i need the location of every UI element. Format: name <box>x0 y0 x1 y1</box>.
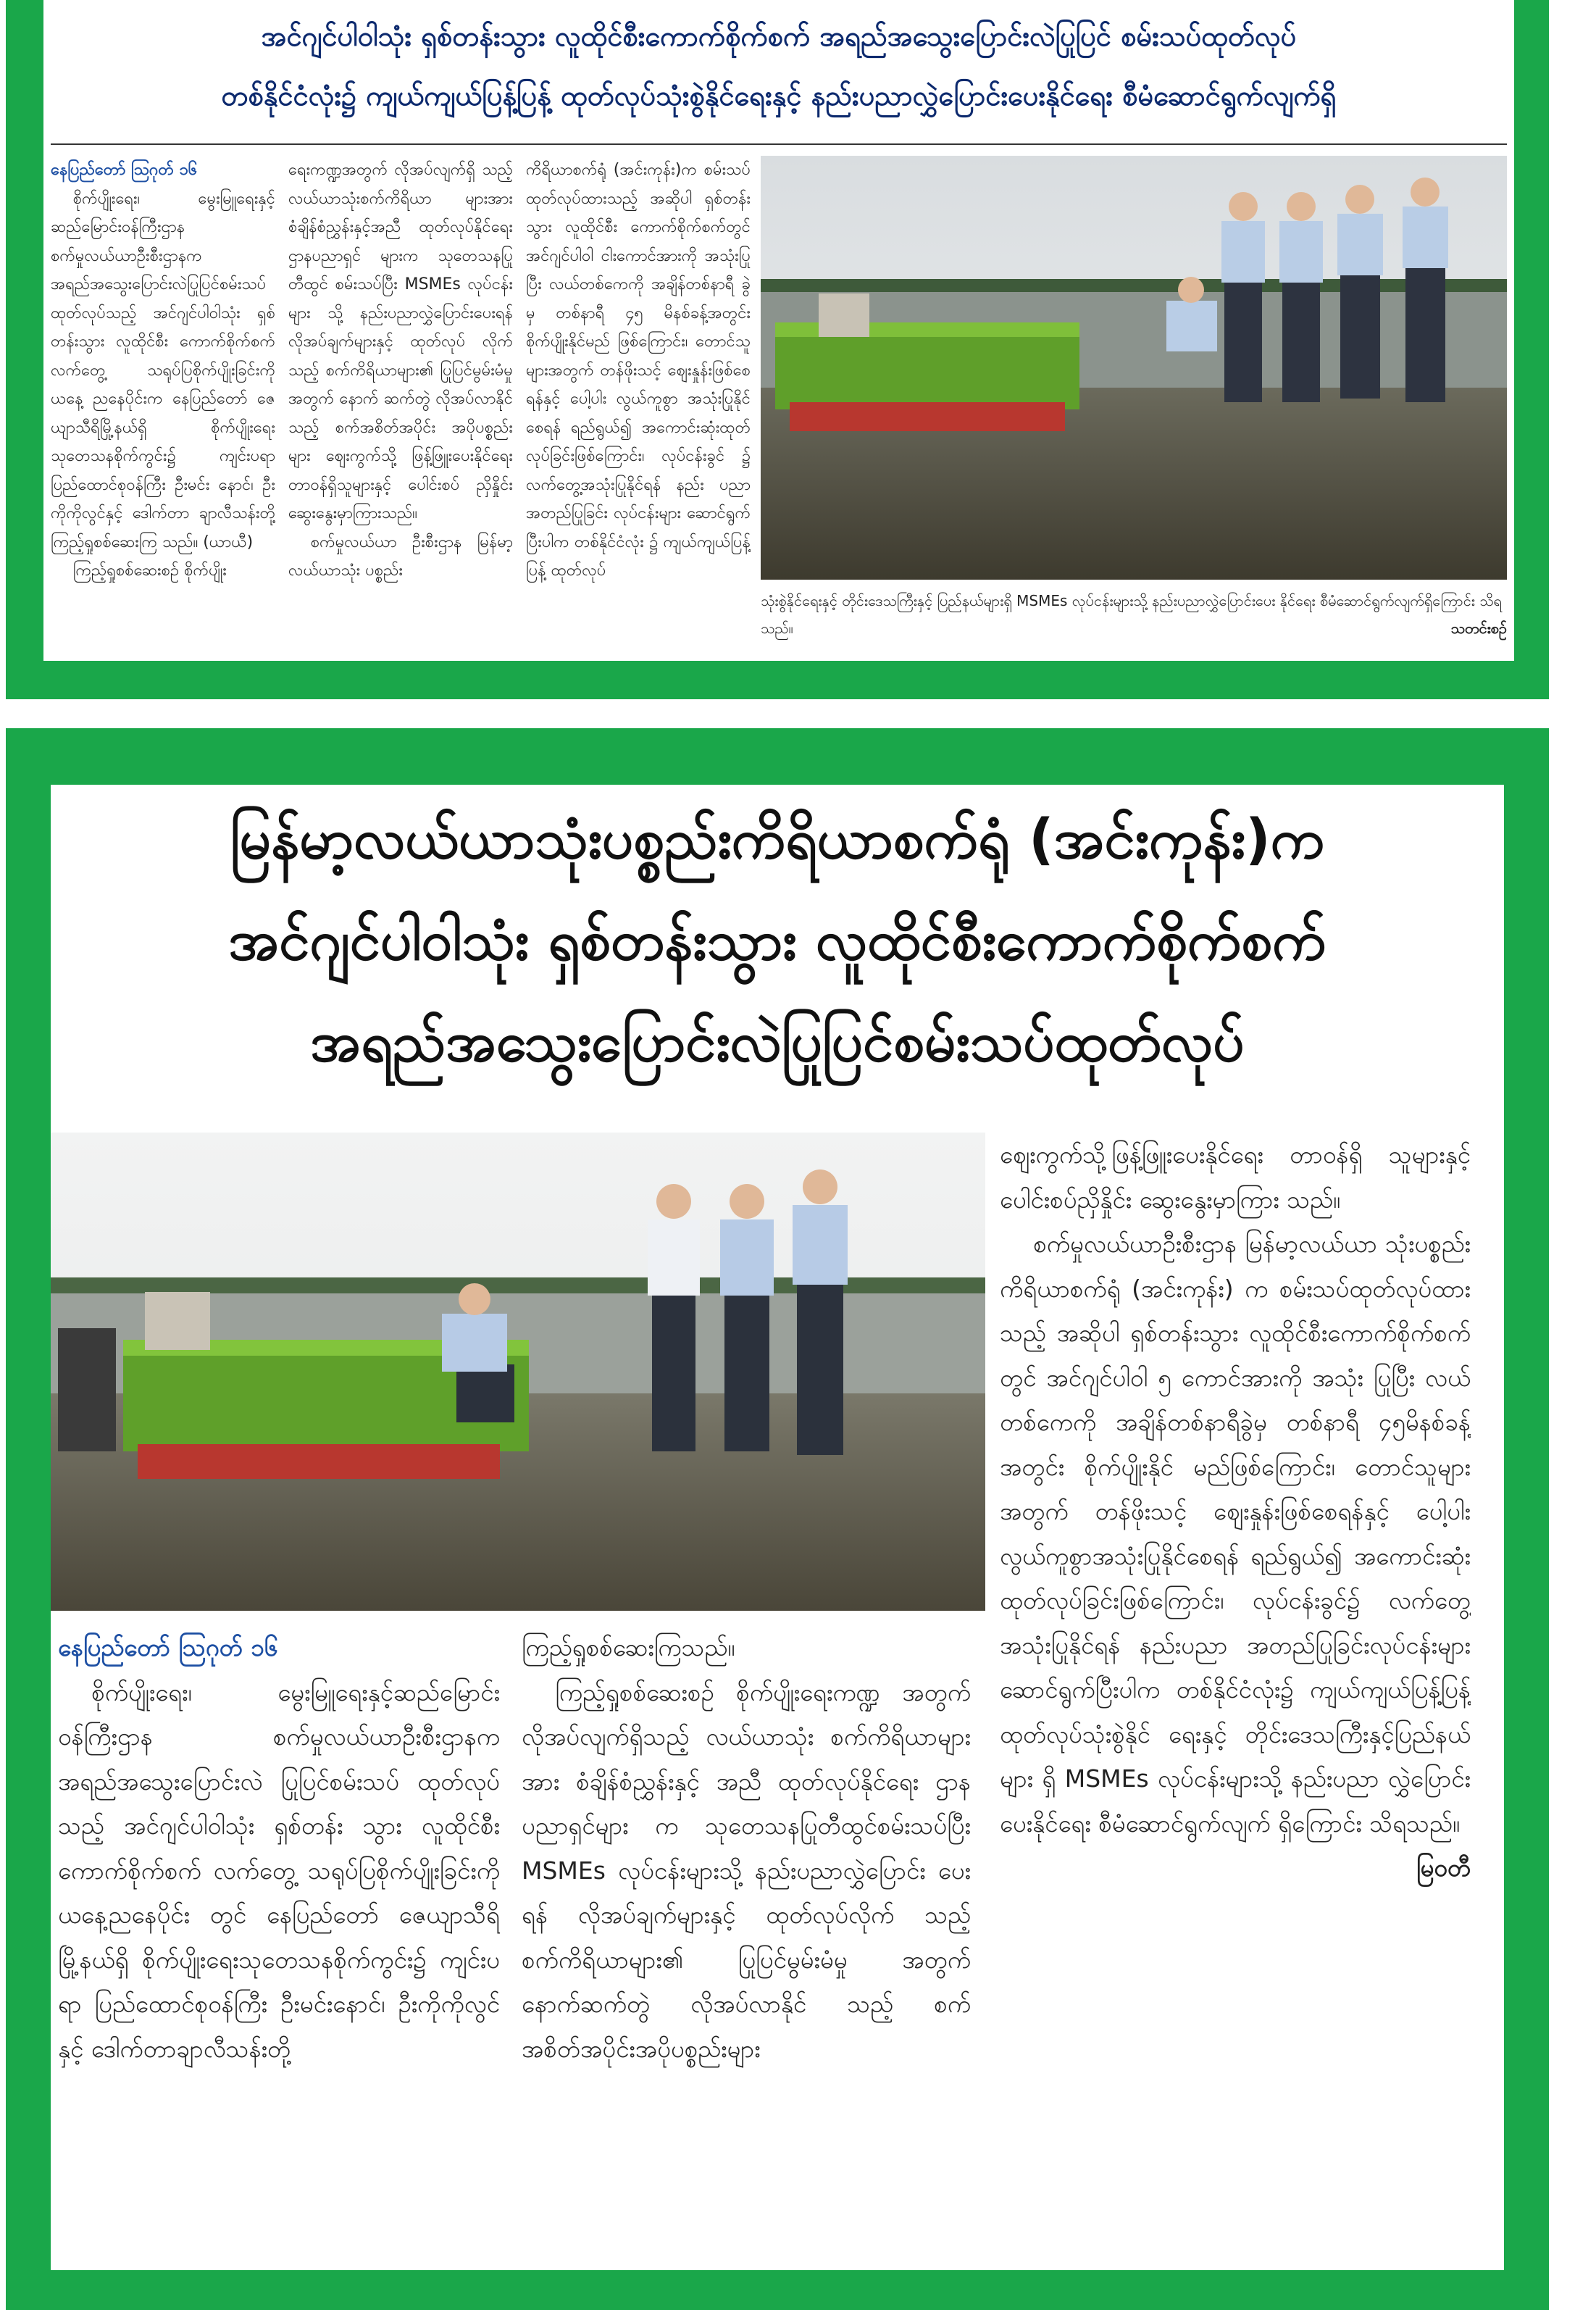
top-column-2 <box>288 156 513 656</box>
bottom-column-3 <box>1000 1133 1471 2263</box>
top-col1-text: စိုက်ပျိုးရေး၊ မွေးမြူရေးနှင့် ဆည်မြောင်းဝန်ကြီးဌာန စက်မှုလယ်ယာဦးစီးဌာနက အရည်အသွေးပြောင်းလဲပြုပြင်စမ်းသပ် ထုတ်လုပ်သည့် အင်ဂျင်ပါဝါသုံး ရှစ်တန်းသွား လူထိုင်စီး ကောက်စိုက်စက် လက်တွေ့ သရုပ်ပြစိုက်ပျိုးခြင်းကို ယနေ့ ညနေပိုင်းက နေပြည်တော် ဇေယျာသီရိမြို့နယ်ရှိ စိုက်ပျိုးရေး သုတေသနစိုက်ကွင်း၌ ကျင်းပရာ ပြည်ထောင်စုဝန်ကြီး ဦးမင်း နောင်၊ ဦးကိုကိုလွင်နှင့် ဒေါက်တာ ချာလီသန်းတို့ ကြည့်ရှုစစ်ဆေးကြ သည်။ (ယာယီ) <box>51 189 275 551</box>
bottom-col2-text: ကြည့်ရှုစစ်ဆေးစဉ် စိုက်ပျိုးရေးကဏ္ဍ အတွက် လိုအပ်လျက်ရှိသည့် လယ်ယာသုံး စက်ကိရိယာများအား စံချိန်စံညွှန်းနှင့် အညီ ထုတ်လုပ်နိုင်ရေး ဌာနပညာရှင်များ က သုတေသနပြုတီထွင်စမ်းသပ်ပြီး MSMEs လုပ်ငန်းများသို့ နည်းပညာလွှဲပြောင်း ပေးရန် လိုအပ်ချက်များနှင့် ထုတ်လုပ်လိုက် သည့် စက်ကိရိယာများ၏ ပြုပြင်မွမ်းမံမှု အတွက် နောက်ဆက်တွဲ လိုအပ်လာနိုင် သည့် စက်အစိတ်အပိုင်းအပိုပစ္စည်းများ <box>522 1677 971 2063</box>
top-col2-text: ရေးကဏ္ဍအတွက် လိုအပ်လျက်ရှိ သည့် လယ်ယာသုံးစက်ကိရိယာ များအား စံချိန်စံညွှန်းနှင့်အညီ ထုတ်လုပ်နိုင်ရေး ဌာနပညာရှင် များက သုတေသနပြု တီထွင် စမ်းသပ်ပြီး MSMEs လုပ်ငန်းများ သို့ နည်းပညာလွှဲပြောင်းပေးရန် လိုအပ်ချက်များနှင့် ထုတ်လုပ် လိုက်သည့် စက်ကိရိယာများ၏ ပြုပြင်မွမ်းမံမှုအတွက် နောက် ဆက်တွဲ လိုအပ်လာနိုင်သည့် စက်အစိတ်အပိုင်း အပိုပစ္စည်းများ ဈေးကွက်သို့ ဖြန့်ဖြူးပေးနိုင်ရေး တာဝန်ရှိသူများနှင့် ပေါင်းစပ် ညှိနှိုင်းဆွေးနွေးမှာကြားသည်။ <box>288 161 513 522</box>
bottom-col1-text: စိုက်ပျိုးရေး၊ မွေးမြူရေးနှင့်ဆည်မြောင်း ဝန်ကြီးဌာန စက်မှုလယ်ယာဦးစီးဌာနက အရည်အသွေးပြောင်းလဲ ပြုပြင်စမ်းသပ် ထုတ်လုပ်သည့် အင်ဂျင်ပါဝါသုံး ရှစ်တန်း သွား လူထိုင်စီးကောက်စိုက်စက် လက်တွေ့ သရုပ်ပြစိုက်ပျိုးခြင်းကို ယနေ့ညနေပိုင်း တွင် နေပြည်တော် ဇေယျာသီရိမြို့နယ်ရှိ စိုက်ပျိုးရေးသုတေသနစိုက်ကွင်း၌ ကျင်းပ ရာ ပြည်ထောင်စုဝန်ကြီး ဦးမင်းနောင်၊ ဦးကိုကိုလွင်နှင့် ဒေါက်တာချာလီသန်းတို့ <box>58 1677 500 2063</box>
bottom-col3-top: ဈေးကွက်သို့ဖြန့်ဖြူးပေးနိုင်ရေး တာဝန်ရှိ သူများနှင့် ပေါင်းစပ်ညှိနှိုင်း ဆွေးနွေးမှာကြား သည်။ <box>1000 1141 1471 1214</box>
top-clipping-frame <box>6 0 1549 699</box>
top-headline-line1: အင်ဂျင်ပါဝါသုံး ရှစ်တန်းသွား လူထိုင်စီးကောက်စိုက်စက် အရည်အသွေးပြောင်းလဲပြုပြင် စမ်းသပ်ထုတ်လုပ် <box>261 20 1297 52</box>
bottom-headline-line1: မြန်မာ့လယ်ယာသုံးပစ္စည်းကိရိယာစက်ရုံ (အင်းကုန်း)က <box>230 806 1325 871</box>
top-caption-text: သုံးစွဲနိုင်ရေးနှင့် တိုင်းဒေသကြီးနှင့် ပြည်နယ်များရှိ MSMEs လုပ်ငန်းများသို့ နည်းပညာလွှဲပြောင်းပေး နိုင်ရေး စီမံဆောင်ရွက်လျက်ရှိကြောင်း သိရသည်။ <box>761 592 1503 637</box>
top-photo <box>761 156 1507 580</box>
top-photo-image <box>761 156 1507 580</box>
bottom-column-1 <box>58 1625 500 2263</box>
top-col1-tail: ကြည့်ရှုစစ်ဆေးစဉ် စိုက်ပျိုး <box>72 562 227 580</box>
top-column-3 <box>526 156 751 656</box>
top-caption-byline: သတင်းစဉ် <box>1450 620 1507 637</box>
bottom-dateline: နေပြည်တော် ဩဂုတ် ၁၆ <box>58 1633 278 1661</box>
top-column-1 <box>51 156 275 656</box>
top-photo-caption <box>761 587 1507 656</box>
bottom-photo <box>51 1133 985 1611</box>
bottom-headline-line3: အရည်အသွေးပြောင်းလဲပြုပြင်စမ်းသပ်ထုတ်လုပ် <box>310 1009 1245 1074</box>
bottom-headline-line2: အင်ဂျင်ပါဝါသုံး ရှစ်တန်းသွား လူထိုင်စီးကောက်စိုက်စက် <box>228 908 1326 972</box>
top-divider <box>51 143 1507 145</box>
bottom-byline: မြဝတီ <box>1416 1854 1471 1882</box>
bottom-clipping <box>51 785 1504 2270</box>
top-col2-tail: စက်မှုလယ်ယာ ဦးစီးဌာန မြန်မာ့လယ်ယာသုံး ပစ္စည်း <box>288 533 513 580</box>
top-clipping <box>43 0 1514 661</box>
bottom-clipping-frame <box>6 728 1549 2310</box>
top-headline-line2: တစ်နိုင်ငံလုံး၌ ကျယ်ကျယ်ပြန့်ပြန့် ထုတ်လုပ်သုံးစွဲနိုင်ရေးနှင့် နည်းပညာလွှဲပြောင်းပေးနိုင်ရေး စီမံဆောင်ရွက်လျက်ရှိ <box>221 80 1337 112</box>
bottom-col3-text: စက်မှုလယ်ယာဦးစီးဌာန မြန်မာ့လယ်ယာ သုံးပစ္စည်းကိရိယာစက်ရုံ (အင်းကုန်း) က စမ်းသပ်ထုတ်လုပ်ထားသည့် အဆိုပါ ရှစ်တန်းသွား လူထိုင်စီးကောက်စိုက်စက် တွင် အင်ဂျင်ပါဝါ ၅ ကောင်အားကို အသုံး ပြုပြီး လယ်တစ်ကေကို အချိန်တစ်နာရီခွဲမှ တစ်နာရီ ၄၅မိနစ်ခန့် အတွင်း စိုက်ပျိုးနိုင် မည်ဖြစ်ကြောင်း၊ တောင်သူများအတွက် တန်ဖိုးသင့် ဈေးနှုန်းဖြစ်စေရန်နှင့် ပေါ့ပါး လွယ်ကူစွာအသုံးပြုနိုင်စေရန် ရည်ရွယ်၍ အကောင်းဆုံး ထုတ်လုပ်ခြင်းဖြစ်ကြောင်း၊ လုပ်ငန်းခွင်၌ လက်တွေ့အသုံးပြုနိုင်ရန် နည်းပညာ အတည်ပြုခြင်းလုပ်ငန်းများ ဆောင်ရွက်ပြီးပါက တစ်နိုင်ငံလုံး၌ ကျယ်ကျယ်ပြန့်ပြန့် ထုတ်လုပ်သုံးစွဲနိုင် ရေးနှင့် တိုင်းဒေသကြီးနှင့်ပြည်နယ်များ ရှိ MSMEs လုပ်ငန်းများသို့ နည်းပညာ လွှဲပြောင်းပေးနိုင်ရေး စီမံဆောင်ရွက်လျက် ရှိကြောင်း သိရသည်။ <box>1000 1230 1471 1838</box>
top-dateline: နေပြည်တော် ဩဂုတ် ၁၆ <box>51 161 198 179</box>
bottom-column-2 <box>522 1625 971 2263</box>
bottom-col2-head: ကြည့်ရှုစစ်ဆေးကြသည်။ <box>522 1633 735 1661</box>
bottom-photo-image <box>51 1133 985 1611</box>
top-col3-text: ကိရိယာစက်ရုံ (အင်းကုန်း)က စမ်းသပ် ထုတ်လုပ်ထားသည့် အဆိုပါ ရှစ်တန်းသွား လူထိုင်စီး ကောက်စိုက်စက်တွင် အင်ဂျင်ပါဝါ ငါးကောင်အားကို အသုံးပြုပြီး လယ်တစ်ကေကို အချိန်တစ်နာရီ ခွဲမှ တစ်နာရီ ၄၅ မိနစ်ခန့်အတွင်း စိုက်ပျိုးနိုင်မည် ဖြစ်ကြောင်း၊ တောင်သူများအတွက် တန်ဖိုးသင့် ဈေးနှုန်းဖြစ်စေရန်နှင့် ပေါ့ပါး လွယ်ကူစွာ အသုံးပြုနိုင်စေရန် ရည်ရွယ်၍ အကောင်းဆုံးထုတ် လုပ်ခြင်းဖြစ်ကြောင်း၊ လုပ်ငန်းခွင် ၌ လက်တွေ့အသုံးပြုနိုင်ရန် နည်း ပညာ အတည်ပြုခြင်း လုပ်ငန်းများ ဆောင်ရွက်ပြီးပါက တစ်နိုင်ငံလုံး ၌ ကျယ်ကျယ်ပြန့်ပြန့် ထုတ်လုပ် <box>526 161 751 580</box>
